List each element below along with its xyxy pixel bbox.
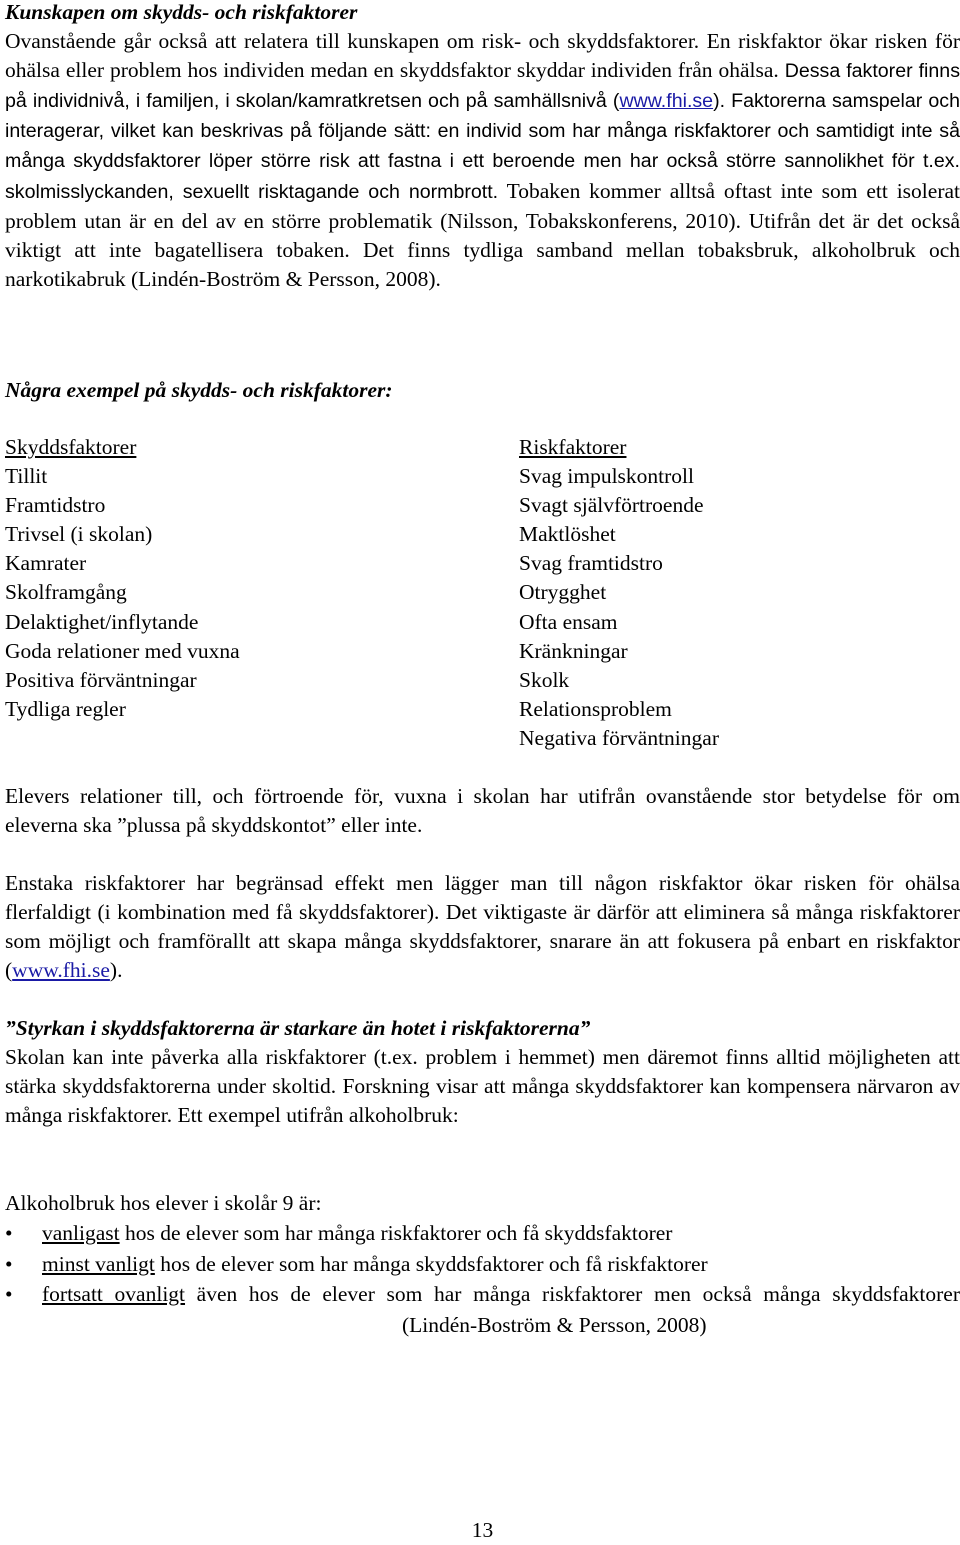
alcohol-intro: Alkoholbruk hos elever i skolår 9 är: (5, 1191, 322, 1215)
examples-heading (5, 376, 393, 405)
protective-factor-item: Positiva förväntningar (5, 667, 197, 692)
examples-heading-text: Några exempel på skydds- och riskfaktorer: (5, 378, 393, 402)
bullet-item-2 (5, 1249, 960, 1280)
bullet-term: minst vanligt (42, 1251, 155, 1276)
risk-effect-text-end: ). (109, 958, 123, 983)
alcohol-bullet-list (5, 1218, 960, 1340)
protective-factor-item: Goda relationer med vuxna (5, 638, 240, 663)
bullet-term: vanligast (42, 1221, 120, 1245)
risk-factor-item: Otrygghet (519, 580, 607, 605)
risk-factor-item: Negativa förväntningar (519, 725, 719, 750)
bullet-icon: • (5, 1221, 13, 1245)
bullet-text: även hos de elever som har många riskfaktorer men också många skyddsfaktorer (185, 1282, 960, 1306)
bullet-item-1 (5, 1218, 960, 1249)
risk-factor-item: Svag framtidstro (519, 551, 663, 576)
intro-text-start: Ovanstående går också att relatera till kunskapen om risk- och skyddsfaktorer. En riskfaktor ökar risken för ohälsa eller problem hos individen medan en skyddsfaktor skyddar individen från ohälsa. (5, 29, 960, 83)
risk-factor-item: Skolk (519, 667, 570, 692)
risk-factors-column (519, 433, 719, 753)
school-paragraph: Skolan kan inte påverka alla riskfaktorer (t.ex. problem i hemmet) men däremot finns alltid möjligheten att stärka skyddsfaktorerna under skoltid. Forskning visar att många skyddsfaktorer kan kompensera närvaron av många riskfaktorer. Ett exempel utifrån alkoholbruk: (5, 1045, 960, 1128)
bullet-icon: • (5, 1251, 13, 1276)
risk-effect-text: Enstaka riskfaktorer har begränsad effekt men lägger man till någon riskfaktor ökar risken för ohälsa flerfaldigt (i kombination med få skyddsfaktorer). Det viktigaste är därför att eliminera så många riskfaktorer som möjligt och framförallt att skapa många skyddsfaktorer, snarare än att fokusera på enbart en riskfaktor ( (5, 871, 960, 983)
strength-heading-text: ”Styrkan i skyddsfaktorerna är starkare än hotet i riskfaktorerna” (5, 1016, 591, 1040)
bullet-text: hos de elever som har många riskfaktorer och få skyddsfaktorer (119, 1221, 673, 1245)
intro-sans-text-start: Dessa faktorer finns på individnivå, i familjen, i skolan/kamratkretsen och på samhällsnivå ( (5, 60, 960, 113)
risk-factor-item: Svag impulskontroll (519, 464, 694, 489)
intro-text-end: Tobaken kommer alltså oftast inte som ett isolerat problem utan är en del av en större problematik (Nilsson, Tobakskonferens, 2010). Utifrån det är det också viktigt att inte bagatellisera tobaken. Det finns tydliga samband mellan tobaksbruk, alkoholbruk och narkotikabruk (Lindén-Boström & Persson, 2008). (5, 178, 960, 291)
bullet-term: fortsatt ovanligt (42, 1282, 186, 1306)
protective-factor-item: Kamrater (5, 551, 87, 576)
bullet-text: hos de elever som har många skyddsfaktorer och få riskfaktorer (154, 1251, 708, 1276)
intro-paragraph (5, 0, 960, 294)
risk-factor-item: Svagt självförtroende (519, 493, 704, 518)
page-number: 13 (471, 1518, 494, 1542)
protective-factors-list (5, 433, 240, 724)
risk-factors-list (519, 433, 719, 753)
risk-factor-item: Kränkningar (519, 638, 628, 663)
protective-factor-item: Delaktighet/inflytande (5, 609, 199, 634)
citation: (Lindén-Boström & Persson, 2008) (402, 1312, 707, 1337)
protective-factor-item: Tillit (5, 464, 48, 489)
intro-sans-text-end: ). Faktorerna samspelar och interagerar, vilket kan beskrivas på följande sätt: en individ som har många riskfaktorer och samtidigt inte så många skyddsfaktorer löper större risk att fastna i ett beroende men har också större sannolikhet för t.ex. skolmisslyckanden, sexuellt risktagande och normbrott. (5, 90, 960, 203)
bullet-item-3 (5, 1279, 960, 1340)
protective-factor-item: Skolframgång (5, 580, 127, 605)
protective-factors-header: Skyddsfaktorer (5, 435, 137, 459)
bullet-icon: • (5, 1282, 13, 1306)
risk-factors-header: Riskfaktorer (519, 435, 627, 459)
protective-factor-item: Framtidstro (5, 493, 106, 518)
protective-factor-item: Trivsel (i skolan) (5, 522, 153, 547)
protective-factor-item: Tydliga regler (5, 696, 126, 721)
risk-factor-item: Maktlöshet (519, 522, 616, 547)
risk-effect-paragraph (5, 869, 960, 985)
section-title: Kunskapen om skydds- och riskfaktorer (5, 0, 358, 24)
strength-heading (5, 1014, 590, 1043)
fhi-link[interactable]: www.fhi.se (619, 90, 714, 113)
risk-factor-item: Ofta ensam (519, 609, 618, 634)
protective-factors-column (5, 433, 240, 724)
relations-paragraph: Elevers relationer till, och förtroende för, vuxna i skolan har utifrån ovanstående stor betydelse för om eleverna ska ”plussa på skyddskontot” eller inte. (5, 784, 960, 838)
risk-factor-item: Relationsproblem (519, 696, 672, 721)
fhi-link-2[interactable]: www.fhi.se (12, 958, 110, 983)
